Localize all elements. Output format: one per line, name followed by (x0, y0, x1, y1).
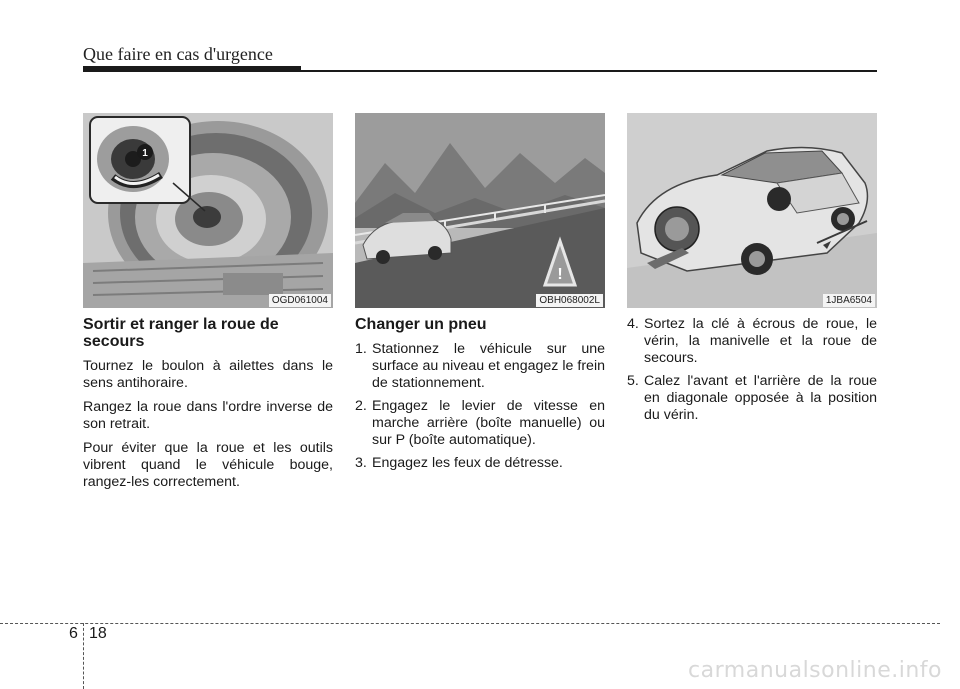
step-number: 5. (627, 373, 639, 389)
figure-spare-wheel (83, 113, 333, 308)
section-title: Que faire en cas d'urgence (83, 44, 273, 64)
step-number: 4. (627, 316, 639, 332)
paragraph: Tournez le boulon à ailettes dans le sens antihoraire. (83, 358, 333, 391)
figure-code: OGD061004 (269, 294, 331, 307)
page-number: 18 (89, 625, 107, 642)
spare-wheel-illustration (83, 113, 333, 308)
heading-change-tire: Changer un pneu (355, 316, 487, 333)
footer-divider (0, 623, 940, 624)
header-rule (83, 70, 877, 72)
paragraph: Pour éviter que la roue et les outils vibrent quand le véhicule bouge, rangez-les correctement. (83, 440, 333, 490)
column-spare-wheel (83, 316, 333, 498)
callout-number: 1 (142, 148, 148, 159)
paragraph: Rangez la roue dans l'ordre inverse de son retrait. (83, 399, 333, 432)
step-item (355, 455, 605, 472)
step-number: 1. (355, 341, 367, 357)
svg-text:!: ! (557, 266, 563, 283)
step-number: 2. (355, 398, 367, 414)
watermark: carmanualsonline.info (688, 658, 942, 683)
step-item (627, 373, 877, 424)
chapter-number: 6 (69, 625, 78, 642)
step-text: Engagez les feux de détresse. (372, 455, 563, 471)
step-text: Calez l'avant et l'arrière de la roue en diagonale opposée à la position du vérin. (644, 373, 877, 423)
figure-road-warning (355, 113, 605, 308)
heading-spare-wheel: Sortir et ranger la roue de secours (83, 316, 279, 350)
step-text: Sortez la clé à écrous de roue, le vérin, la manivelle et la roue de secours. (644, 316, 877, 366)
step-item (355, 341, 605, 392)
column-change-tire-cont (627, 316, 877, 430)
footer-divider-vertical (83, 623, 84, 689)
figure-code: OBH068002L (536, 294, 603, 307)
roadside-illustration (355, 113, 605, 308)
car-jack-illustration (627, 113, 877, 308)
figure-car-jack (627, 113, 877, 308)
figure-code: 1JBA6504 (823, 294, 875, 307)
step-text: Stationnez le véhicule sur une surface au niveau et engagez le frein de stationnement. (372, 341, 605, 391)
column-change-tire (355, 316, 605, 478)
step-number: 3. (355, 455, 367, 471)
step-item (627, 316, 877, 367)
step-text: Engagez le levier de vitesse en marche arrière (boîte manuelle) ou sur P (boîte automatique). (372, 398, 605, 448)
step-item (355, 398, 605, 449)
